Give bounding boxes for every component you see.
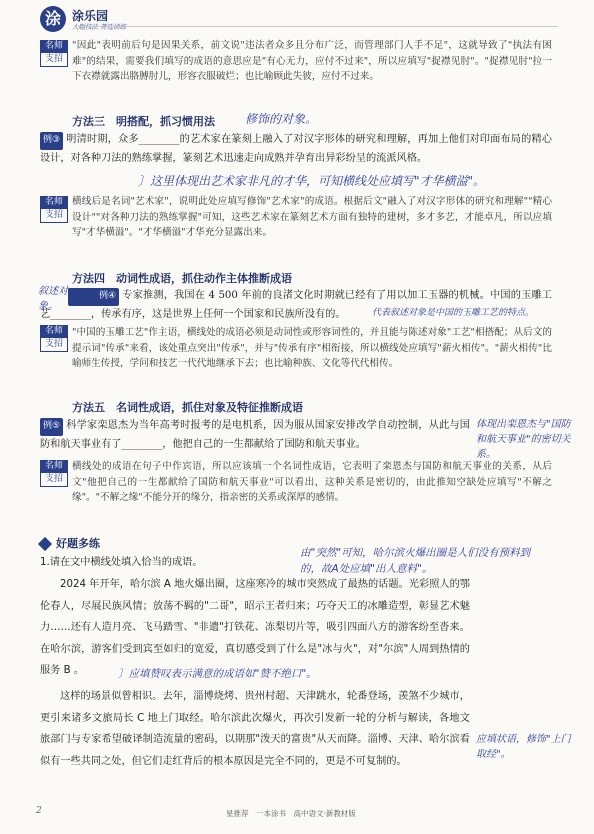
example-badge: 例③ <box>40 132 63 150</box>
tip-badge: 名师 支招 <box>40 196 68 223</box>
handwritten-note: 应填状语，修饰"上门取经"。 <box>476 734 571 760</box>
handwritten-note: 由"突然"可知，哈尔滨火爆出圈是人们没有预料到的，故A处应填"出人意料"。 <box>300 547 531 575</box>
handwritten-note: 叙述对象。 <box>38 286 68 312</box>
example-5: 例⑤ 科学家栾恩杰为当年高考时报考的是电机系，因为服从国家安排改学自动控制，从此与国防和航天事业有了________，他把自己的一生都献给了国防和航天事业。 <box>40 420 470 450</box>
passage-paragraph-1: 2024 年开年，哈尔滨 A 地火爆出圈，这座寒冷的城市突然成了最热的话题。光彩照人的鄂伦春人，尽展民族风情；放荡不羁的"二哥"，昭示王者归来；巧夺天工的冰雕造型，彰显艺术魅力……还有人造月亮、飞马踏雪、"非遗"打铁花、冻梨切片等，吸引四面八方的游客纷至沓来。在哈尔滨，游客们受到宾至如归的宽爱，真切感受到了什么是"冰与火"，对"尔滨"人周到热情的服务 B 。 <box>40 579 470 676</box>
example-badge: 例④ <box>68 288 119 306</box>
brand-logo <box>40 6 180 34</box>
page-number: 2 <box>36 806 42 816</box>
tip-text: "因此"表明前后句是因果关系，前文说"违法者众多且分布广泛，而管理部门人手不足"，这就导致了"执法有困难"的结果，需要我们填写的成语的意思应是"有心无力，应付不过来"，所以应填写"捉襟见肘"。"捉襟见肘"拉一下衣襟就露出胳膊肘儿，形容衣服破烂；也比喻顾此失彼，应付不过来。 <box>72 40 552 82</box>
tip-badge: 名师 支招 <box>40 460 68 487</box>
logo-icon: 涂 <box>40 6 66 32</box>
brand-slogan: 大题技法 菁选训练 <box>72 23 127 31</box>
footer-text: 星推荐 一本涂书 高中语文·新教材版 <box>226 809 356 818</box>
diamond-icon <box>38 537 52 551</box>
section-heading: 好题多练 <box>40 535 110 553</box>
tip-text: 横线处的成语在句子中作宾语，所以应该填一个名词性成语，它表明了栾恩杰与国防和航天事业的关系，从后文"他把自己的一生都献给了国防和航天事业"可以看出，这种关系是密切的，由此推知空缺处应填写"不解之缘"。"不解之缘"不能分开的缘分，指亲密的关系或深厚的感情。 <box>72 461 552 503</box>
handwritten-note: 代表叙述对象是中国的玉雕工艺的特点。 <box>372 308 535 318</box>
method-title: 方法三 明搭配，抓习惯用法 <box>72 115 215 128</box>
example-badge: 例⑤ <box>40 418 63 436</box>
header-divider <box>78 26 558 27</box>
method-title: 方法五 名词性成语，抓住对象及特征推断成语 <box>72 401 303 414</box>
tip-badge: 名师 支招 <box>40 325 68 352</box>
brand-name: 涂乐园 <box>72 9 109 23</box>
tip-text: "中国的玉雕工艺"作主语，横线处的成语必须是动词性或形容词性的，并且能与陈述对象"工艺"相搭配；从后文的提示词"传承"来看，该处重点突出"传承"，并与"传承有序"相衔接，所以横线处应填写"薪火相传"。"薪火相传"比喻师生传授，学问和技艺一代代地继承下去；也比喻种族、文化等代代相传。 <box>72 327 552 369</box>
handwritten-note: 修饰的对象。 <box>245 112 318 126</box>
handwritten-note: 〕这里体现出艺术家非凡的才华，可知横线处应填写"才华横溢"。 <box>138 174 486 188</box>
example-3: 例③ 明清时期，众多________的艺术家在篆刻上融入了对汉字形体的研究和理解，再加上他们对印面布局的精心设计，对各种刀法的熟练掌握，篆刻艺术迅速走向成熟并孕育出异彩纷呈的流派风格。 <box>40 134 552 164</box>
tip-badge: 名师 支招 <box>40 40 68 67</box>
example-4: 例④ 专家推测，我国在 4 500 年前的良渚文化时期就已经有了用以加工玉器的机械。中国的玉雕工艺________，传承有序，这是世界上任何一个国家和民族所没有的。 <box>40 290 552 320</box>
tip-text: 横线后是名词"艺术家"，说明此处应填写修饰"艺术家"的成语。根据后文"融入了对汉字形体的研究和理解""精心设计""对各种刀法的熟练掌握"可知，这些艺术家在篆刻艺术方面有独特的建树，多才多艺，才能卓凡，所以应填写"才华横溢"。"才华横溢"才华充分显露出来。 <box>72 196 552 238</box>
handwritten-note: 〕应填赞叹表示满意的成语如"赞不绝口"。 <box>118 668 317 680</box>
question-1: 1.请在文中横线处填入恰当的成语。 <box>40 557 203 568</box>
handwritten-note: 体现出栾恩杰与"国防和航天事业"的密切关系。 <box>476 419 571 460</box>
method-title: 方法四 动词性成语，抓住动作主体推断成语 <box>72 272 292 285</box>
passage-paragraph-2: 这样的场景似曾相识。去年，淄博烧烤、贵州村超、天津跳水，轮番登场，羡煞不少城市，更引来诸多文旅局长 C 地上门取经。哈尔滨此次爆火，再次引发新一轮的分析与解读，各地文旅部门与专家希望破译制造流量的密码，以期那"泼天的富贵"从天而降。淄博、天津、哈尔滨看似有一些共同之处，但它们走红背后的根本原因是完全不同的，更是不可复制的。 <box>40 691 470 767</box>
